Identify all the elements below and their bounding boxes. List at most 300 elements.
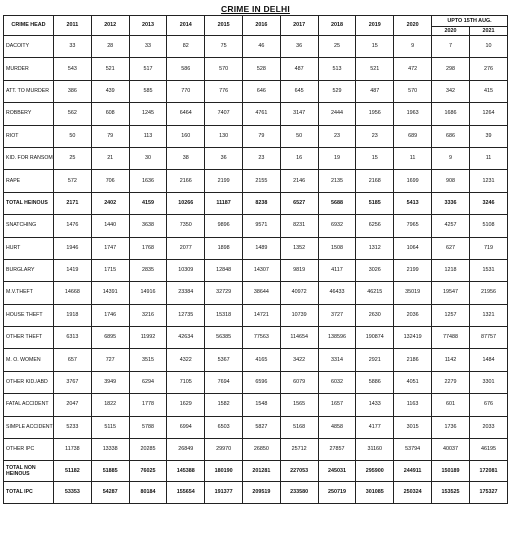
crime-head-cell: M. O. WOMEN [4,349,54,371]
crime-table [3,15,508,504]
value-cell: 6596 [242,371,280,393]
value-cell: 6994 [167,416,205,438]
value-cell: 3216 [129,304,167,326]
value-cell: 1163 [394,394,432,416]
value-cell: 23 [318,125,356,147]
value-cell: 1321 [470,304,508,326]
value-cell: 175327 [470,482,508,504]
value-cell: 415 [470,80,508,102]
value-cell: 33 [129,36,167,58]
value-cell: 28 [91,36,129,58]
value-cell: 706 [91,170,129,192]
value-cell: 4159 [129,192,167,214]
year-header: 2017 [280,16,318,36]
table-row [4,482,508,504]
value-cell: 11992 [129,327,167,349]
value-cell: 2279 [432,371,470,393]
value-cell: 82 [167,36,205,58]
value-cell: 25712 [280,439,318,461]
value-cell: 1257 [432,304,470,326]
value-cell: 386 [54,80,92,102]
value-cell: 130 [205,125,243,147]
value-cell: 1352 [280,237,318,259]
value-cell: 646 [242,80,280,102]
value-cell: 191377 [205,482,243,504]
value-cell: 21 [91,147,129,169]
value-cell: 145388 [167,461,205,482]
value-cell: 6503 [205,416,243,438]
value-cell: 77488 [432,327,470,349]
value-cell: 4322 [167,349,205,371]
value-cell: 7 [432,36,470,58]
value-cell: 79 [242,125,280,147]
value-cell: 2146 [280,170,318,192]
value-cell: 244911 [394,461,432,482]
value-cell: 1918 [54,304,92,326]
value-cell: 1142 [432,349,470,371]
value-cell: 3949 [91,371,129,393]
value-cell: 9 [432,147,470,169]
value-cell: 1686 [432,103,470,125]
value-cell: 4761 [242,103,280,125]
value-cell: 5168 [280,416,318,438]
value-cell: 689 [394,125,432,147]
table-row [4,416,508,438]
value-cell: 138596 [318,327,356,349]
value-cell: 1746 [91,304,129,326]
value-cell: 3147 [280,103,318,125]
value-cell: 4165 [242,349,280,371]
crime-head-cell: M.V.THEFT [4,282,54,304]
table-row [4,215,508,237]
table-header [4,16,508,36]
crime-head-cell: TOTAL NON HEINOUS [4,461,54,482]
value-cell: 5413 [394,192,432,214]
value-cell: 439 [91,80,129,102]
value-cell: 12848 [205,259,243,281]
value-cell: 585 [129,80,167,102]
value-cell: 3026 [356,259,394,281]
value-cell: 4051 [394,371,432,393]
value-cell: 2402 [91,192,129,214]
value-cell: 31160 [356,439,394,461]
year-header: 2019 [356,16,394,36]
crime-head-cell: KID. FOR RANSOM [4,147,54,169]
value-cell: 570 [205,58,243,80]
value-cell: 727 [91,349,129,371]
value-cell: 521 [356,58,394,80]
value-cell: 9571 [242,215,280,237]
table-row [4,125,508,147]
value-cell: 6032 [318,371,356,393]
table-row [4,349,508,371]
value-cell: 20285 [129,439,167,461]
value-cell: 233580 [280,482,318,504]
value-cell: 16 [280,147,318,169]
value-cell: 87757 [470,327,508,349]
crime-head-cell: TOTAL HEINOUS [4,192,54,214]
crime-head-cell: ATT. TO MURDER [4,80,54,102]
crime-head-cell: OTHER IPC [4,439,54,461]
value-cell: 3015 [394,416,432,438]
value-cell: 301085 [356,482,394,504]
value-cell: 528 [242,58,280,80]
value-cell: 11187 [205,192,243,214]
value-cell: 513 [318,58,356,80]
value-cell: 53794 [394,439,432,461]
value-cell: 15 [356,147,394,169]
value-cell: 601 [432,394,470,416]
value-cell: 2444 [318,103,356,125]
value-cell: 80184 [129,482,167,504]
value-cell: 5827 [242,416,280,438]
crime-head-cell: SNATCHING [4,215,54,237]
value-cell: 25 [318,36,356,58]
value-cell: 5233 [54,416,92,438]
value-cell: 53353 [54,482,92,504]
value-cell: 676 [470,394,508,416]
value-cell: 11 [394,147,432,169]
crime-head-header: CRIME HEAD [4,16,54,36]
value-cell: 9896 [205,215,243,237]
value-cell: 5367 [205,349,243,371]
value-cell: 27857 [318,439,356,461]
value-cell: 7694 [205,371,243,393]
value-cell: 50 [280,125,318,147]
table-row [4,461,508,482]
value-cell: 1231 [470,170,508,192]
value-cell: 1715 [91,259,129,281]
value-cell: 1064 [394,237,432,259]
value-cell: 30 [129,147,167,169]
upto-year-header: 2020 [432,27,470,36]
value-cell: 529 [318,80,356,102]
value-cell: 36 [280,36,318,58]
value-cell: 10739 [280,304,318,326]
crime-head-cell: OTHER THEFT [4,327,54,349]
value-cell: 2171 [54,192,92,214]
value-cell: 657 [54,349,92,371]
value-cell: 6294 [129,371,167,393]
table-body [4,36,508,504]
value-cell: 180190 [205,461,243,482]
value-cell: 908 [432,170,470,192]
value-cell: 1963 [394,103,432,125]
value-cell: 2199 [205,170,243,192]
value-cell: 23 [356,125,394,147]
value-cell: 1657 [318,394,356,416]
value-cell: 7350 [167,215,205,237]
value-cell: 1476 [54,215,92,237]
value-cell: 10266 [167,192,205,214]
table-row [4,170,508,192]
value-cell: 23384 [167,282,205,304]
value-cell: 5108 [470,215,508,237]
value-cell: 3246 [470,192,508,214]
table-row [4,282,508,304]
value-cell: 153525 [432,482,470,504]
value-cell: 1218 [432,259,470,281]
value-cell: 2835 [129,259,167,281]
crime-head-cell: ROBBERY [4,103,54,125]
value-cell: 54287 [91,482,129,504]
value-cell: 76025 [129,461,167,482]
table-row [4,259,508,281]
value-cell: 6313 [54,327,92,349]
value-cell: 9 [394,36,432,58]
table-row [4,304,508,326]
table-row [4,192,508,214]
value-cell: 6256 [356,215,394,237]
value-cell: 2047 [54,394,92,416]
value-cell: 1312 [356,237,394,259]
value-cell: 3422 [280,349,318,371]
value-cell: 1822 [91,394,129,416]
value-cell: 6895 [91,327,129,349]
value-cell: 719 [470,237,508,259]
value-cell: 114654 [280,327,318,349]
year-header: 2020 [394,16,432,36]
value-cell: 10309 [167,259,205,281]
value-cell: 227053 [280,461,318,482]
value-cell: 298 [432,58,470,80]
crime-head-cell: HOUSE THEFT [4,304,54,326]
value-cell: 472 [394,58,432,80]
value-cell: 1433 [356,394,394,416]
year-header: 2018 [318,16,356,36]
value-cell: 201281 [242,461,280,482]
value-cell: 38 [167,147,205,169]
value-cell: 42634 [167,327,205,349]
value-cell: 1778 [129,394,167,416]
value-cell: 586 [167,58,205,80]
value-cell: 2921 [356,349,394,371]
year-header: 2011 [54,16,92,36]
value-cell: 8231 [280,215,318,237]
upto-year-header: 2021 [470,27,508,36]
value-cell: 1508 [318,237,356,259]
value-cell: 46215 [356,282,394,304]
value-cell: 570 [394,80,432,102]
table-row [4,237,508,259]
value-cell: 4257 [432,215,470,237]
value-cell: 38644 [242,282,280,304]
value-cell: 770 [167,80,205,102]
value-cell: 3515 [129,349,167,371]
value-cell: 7965 [394,215,432,237]
value-cell: 209519 [242,482,280,504]
value-cell: 608 [91,103,129,125]
crime-head-cell: TOTAL IPC [4,482,54,504]
value-cell: 15 [356,36,394,58]
value-cell: 2135 [318,170,356,192]
value-cell: 2186 [394,349,432,371]
value-cell: 5886 [356,371,394,393]
value-cell: 46433 [318,282,356,304]
crime-head-cell: SIMPLE ACCIDENT [4,416,54,438]
value-cell: 11738 [54,439,92,461]
value-cell: 9819 [280,259,318,281]
value-cell: 562 [54,103,92,125]
year-header: 2014 [167,16,205,36]
value-cell: 1699 [394,170,432,192]
value-cell: 250324 [394,482,432,504]
table-row [4,147,508,169]
value-cell: 32729 [205,282,243,304]
value-cell: 132419 [394,327,432,349]
value-cell: 25 [54,147,92,169]
value-cell: 4117 [318,259,356,281]
upto-header: UPTO 15TH AUG. [432,16,508,27]
value-cell: 6527 [280,192,318,214]
value-cell: 572 [54,170,92,192]
value-cell: 2199 [394,259,432,281]
value-cell: 40972 [280,282,318,304]
value-cell: 26849 [167,439,205,461]
value-cell: 645 [280,80,318,102]
value-cell: 1747 [91,237,129,259]
value-cell: 2077 [167,237,205,259]
value-cell: 627 [432,237,470,259]
value-cell: 14391 [91,282,129,304]
value-cell: 776 [205,80,243,102]
table-row [4,36,508,58]
value-cell: 2155 [242,170,280,192]
value-cell: 1629 [167,394,205,416]
value-cell: 39 [470,125,508,147]
table-row [4,371,508,393]
page-title: CRIME IN DELHI [221,4,290,14]
value-cell: 77563 [242,327,280,349]
table-row [4,439,508,461]
value-cell: 1898 [205,237,243,259]
value-cell: 5115 [91,416,129,438]
value-cell: 521 [91,58,129,80]
value-cell: 51885 [91,461,129,482]
value-cell: 19547 [432,282,470,304]
table-row [4,103,508,125]
value-cell: 686 [432,125,470,147]
value-cell: 2036 [394,304,432,326]
value-cell: 5185 [356,192,394,214]
value-cell: 155654 [167,482,205,504]
value-cell: 1736 [432,416,470,438]
value-cell: 190874 [356,327,394,349]
value-cell: 543 [54,58,92,80]
value-cell: 4858 [318,416,356,438]
value-cell: 26850 [242,439,280,461]
value-cell: 14668 [54,282,92,304]
value-cell: 1548 [242,394,280,416]
table-row [4,80,508,102]
table-row [4,394,508,416]
value-cell: 1245 [129,103,167,125]
value-cell: 14307 [242,259,280,281]
value-cell: 6079 [280,371,318,393]
value-cell: 2630 [356,304,394,326]
value-cell: 150189 [432,461,470,482]
value-cell: 1531 [470,259,508,281]
value-cell: 51182 [54,461,92,482]
value-cell: 3314 [318,349,356,371]
value-cell: 1264 [470,103,508,125]
value-cell: 1582 [205,394,243,416]
crime-head-cell: FATAL ACCIDENT [4,394,54,416]
value-cell: 40037 [432,439,470,461]
value-cell: 75 [205,36,243,58]
value-cell: 342 [432,80,470,102]
value-cell: 487 [280,58,318,80]
crime-head-cell: HURT [4,237,54,259]
value-cell: 6464 [167,103,205,125]
crime-head-cell: DACOITY [4,36,54,58]
value-cell: 12735 [167,304,205,326]
value-cell: 79 [91,125,129,147]
value-cell: 3727 [318,304,356,326]
value-cell: 33 [54,36,92,58]
value-cell: 1636 [129,170,167,192]
value-cell: 1419 [54,259,92,281]
table-row [4,327,508,349]
value-cell: 276 [470,58,508,80]
value-cell: 3336 [432,192,470,214]
value-cell: 517 [129,58,167,80]
value-cell: 50 [54,125,92,147]
value-cell: 29970 [205,439,243,461]
value-cell: 1565 [280,394,318,416]
value-cell: 35019 [394,282,432,304]
value-cell: 7407 [205,103,243,125]
year-header: 2012 [91,16,129,36]
value-cell: 5788 [129,416,167,438]
value-cell: 1484 [470,349,508,371]
value-cell: 13338 [91,439,129,461]
table-row [4,58,508,80]
year-header: 2016 [242,16,280,36]
value-cell: 172081 [470,461,508,482]
value-cell: 2168 [356,170,394,192]
value-cell: 1946 [54,237,92,259]
value-cell: 15318 [205,304,243,326]
value-cell: 2033 [470,416,508,438]
year-header: 2013 [129,16,167,36]
value-cell: 19 [318,147,356,169]
value-cell: 23 [242,147,280,169]
value-cell: 250719 [318,482,356,504]
value-cell: 3638 [129,215,167,237]
value-cell: 14916 [129,282,167,304]
value-cell: 3301 [470,371,508,393]
value-cell: 487 [356,80,394,102]
crime-head-cell: OTHER KID./ABD [4,371,54,393]
value-cell: 2166 [167,170,205,192]
value-cell: 46 [242,36,280,58]
value-cell: 295900 [356,461,394,482]
crime-head-cell: RIOT [4,125,54,147]
value-cell: 113 [129,125,167,147]
crime-head-cell: BURGLARY [4,259,54,281]
value-cell: 46195 [470,439,508,461]
value-cell: 14721 [242,304,280,326]
value-cell: 8238 [242,192,280,214]
value-cell: 160 [167,125,205,147]
crime-head-cell: RAPE [4,170,54,192]
value-cell: 5688 [318,192,356,214]
value-cell: 1956 [356,103,394,125]
value-cell: 245031 [318,461,356,482]
value-cell: 1489 [242,237,280,259]
crime-head-cell: MURDER [4,58,54,80]
